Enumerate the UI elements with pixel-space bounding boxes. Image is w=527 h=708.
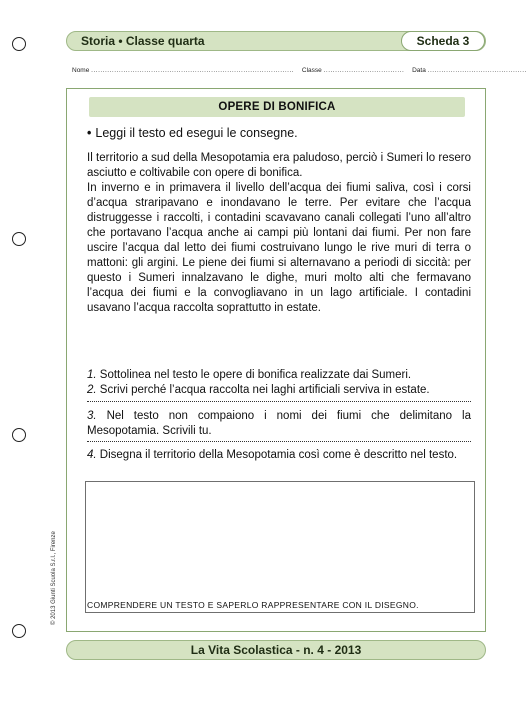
answer-line-3[interactable]	[87, 441, 471, 442]
drawing-area[interactable]	[85, 481, 475, 613]
worksheet-title: OPERE DI BONIFICA	[218, 101, 336, 113]
name-field[interactable]: ........................................................................................	[91, 67, 295, 74]
question-text: Disegna il territorio della Mesopotamia così come è descritto nel testo.	[99, 449, 458, 461]
binder-hole-upper-middle	[12, 232, 26, 246]
header-bar	[66, 31, 486, 51]
instruction-line	[87, 126, 298, 140]
binder-hole-top	[12, 37, 26, 51]
question-number: 4.	[87, 449, 97, 461]
copyright-notice: © 2013 Giunti Scuola S.r.l., Firenze	[51, 531, 57, 625]
footer-bar	[66, 640, 486, 660]
worksheet-frame	[66, 88, 486, 632]
question-1	[87, 368, 471, 383]
name-label: Nome	[72, 67, 90, 74]
reading-paragraph-1: Il territorio a sud della Mesopotamia era paludoso, perciò i Sumeri lo resero asciutto e coltivabile con opere di bonifica.	[87, 152, 471, 179]
question-4	[87, 448, 471, 463]
worksheet-title-bar	[89, 97, 465, 117]
question-text: Sottolinea nel testo le opere di bonifica realizzate dai Sumeri.	[99, 369, 412, 381]
date-field[interactable]: ...........................................	[427, 67, 527, 74]
header-title: Storia • Classe quarta	[81, 34, 205, 48]
answer-line-2[interactable]	[87, 401, 471, 402]
sheet-number-badge: Scheda 3	[401, 31, 485, 51]
question-text: Nel testo non compaiono i nomi dei fiumi che delimitano la Mesopotamia. Scrivili tu.	[87, 410, 471, 437]
footer-text: La Vita Scolastica - n. 4 - 2013	[190, 643, 362, 657]
question-number: 2.	[87, 384, 97, 396]
date-label: Data	[412, 67, 426, 74]
question-2	[87, 383, 471, 398]
learning-objective: COMPRENDERE UN TESTO E SAPERLO RAPPRESENTARE CON IL DISEGNO.	[87, 600, 419, 610]
question-number: 3.	[87, 410, 97, 422]
binder-hole-bottom	[12, 624, 26, 638]
student-info-row	[72, 67, 527, 74]
reading-paragraph-2: In inverno e in primavera il livello dell’acqua dei fiumi saliva, così i corsi d’acqua straripavano e inondavano le terre. Per evitare che l’acqua distruggesse i raccolti, i contadini scavavano canali collegati l’uno all’altro che portavano l’acqua anche ai campi più lontani dai fiumi. Per non fare uscire l’acqua dal letto dei fiumi costruivano lungo le rive muri di terra o mattoni: gli argini. Le piene dei fiumi si alternavano a periodi di siccità: per questo i Sumeri innalzavano le dighe, muri molto alti che fermavano l’acqua dei fiumi e la convogliavano in un lago artificiale. I contadini usavano l’acqua raccolta soprattutto in estate.	[87, 182, 471, 314]
reading-text	[87, 151, 471, 316]
question-number: 1.	[87, 369, 97, 381]
instruction-text: Leggi il testo ed esegui le consegne.	[95, 126, 298, 140]
bullet-icon: •	[87, 126, 92, 140]
question-text: Scrivi perché l’acqua raccolta nei laghi artificiali serviva in estate.	[99, 384, 430, 396]
binder-hole-lower-middle	[12, 428, 26, 442]
class-label: Classe	[301, 67, 322, 74]
question-3	[87, 409, 471, 439]
class-field[interactable]: ...................................	[323, 67, 405, 74]
